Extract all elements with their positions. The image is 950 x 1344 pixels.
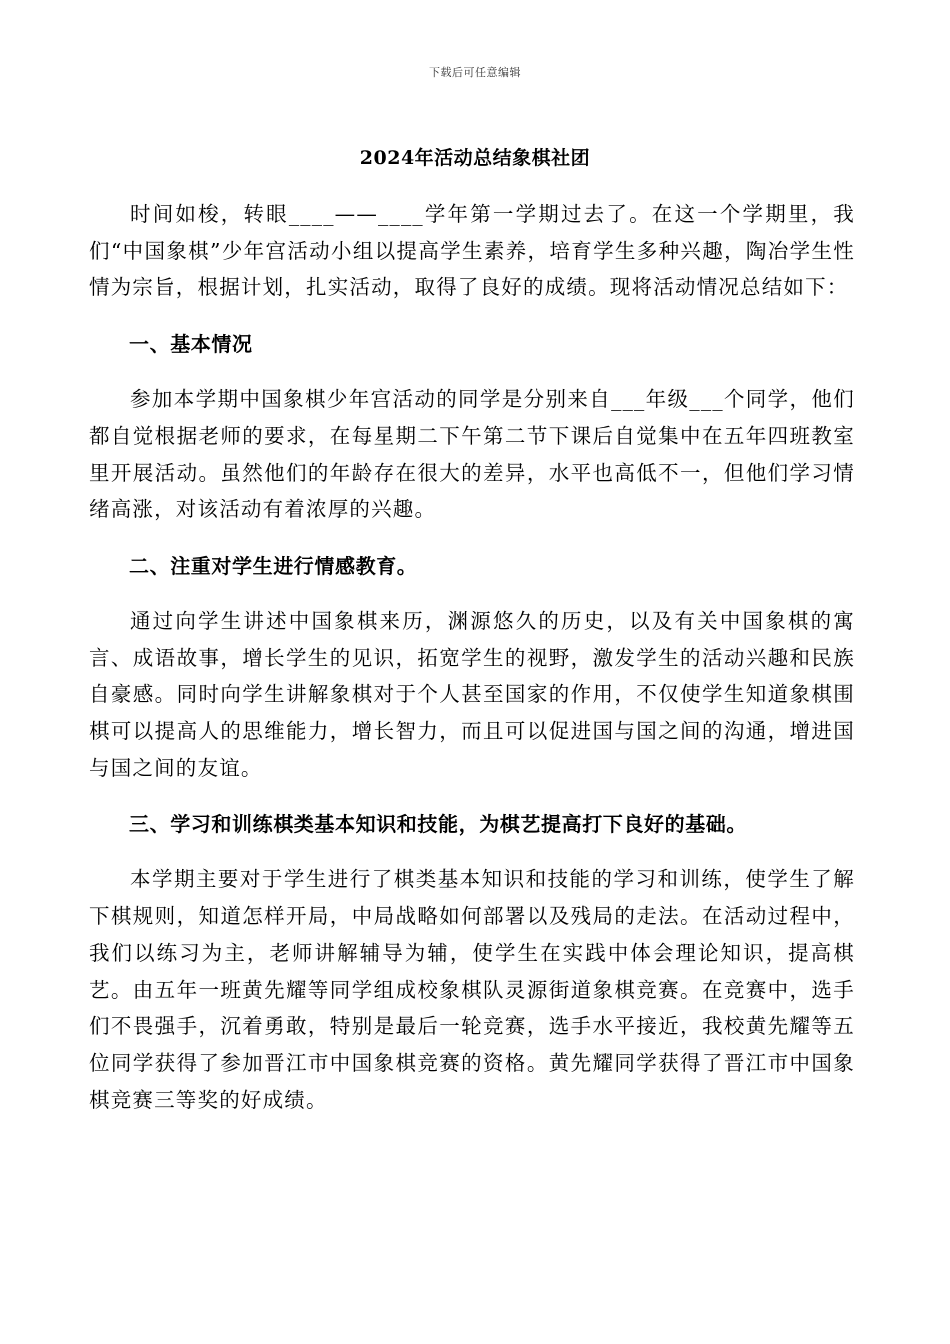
section-heading-skills-training: 三、学习和训练棋类基本知识和技能，为棋艺提高打下良好的基础。 <box>129 812 747 837</box>
document-title: 2024年活动总结象棋社团 <box>359 147 591 169</box>
header-note: 下载后可任意编辑 <box>429 66 521 79</box>
section-paragraph-basic-situation: 参加本学期中国象棋少年宫活动的同学是分别来自___年级___个同学，他们都自觉根据老师的要求，在每星期二下午第二节下课后自觉集中在五年四班教室里开展活动。虽然他们的年龄存在很大的差异，水平也高低不一，但他们学习情绪高涨，对该活动有着浓厚的兴趣。 <box>89 387 855 522</box>
document-body <box>89 196 855 1118</box>
section-heading-emotional-education: 二、注重对学生进行情感教育。 <box>129 553 418 578</box>
section-paragraph-emotional-education: 通过向学生讲述中国象棋来历，渊源悠久的历史，以及有关中国象棋的寓言、成语故事，增长学生的见识，拓宽学生的视野，激发学生的活动兴趣和民族自豪感。同时向学生讲解象棋对于个人甚至国家的作用，不仅使学生知道象棋围棋可以提高人的思维能力，增长智力，而且可以促进国与国之间的沟通，增进国与国之间的友谊。 <box>89 608 855 780</box>
section-paragraph-skills-training: 本学期主要对于学生进行了棋类基本知识和技能的学习和训练，使学生了解下棋规则，知道怎样开局，中局战略如何部署以及残局的走法。在活动过程中，我们以练习为主，老师讲解辅导为辅，使学生在实践中体会理论知识，提高棋艺。由五年一班黄先耀等同学组成校象棋队灵源街道象棋竞赛。在竞赛中，选手们不畏强手，沉着勇敢，特别是最后一轮竞赛，选手水平接近，我校黄先耀等五位同学获得了参加晋江市中国象棋竞赛的资格。黄先耀同学获得了晋江市中国象棋竞赛三等奖的好成绩。 <box>89 867 855 1112</box>
intro-paragraph: 时间如梭，转眼____——____学年第一学期过去了。在这一个学期里，我们“中国象棋”少年宫活动小组以提高学生素养，培育学生多种兴趣，陶冶学生性情为宗旨，根据计划，扎实活动，取得了良好的成绩。现将活动情况总结如下： <box>89 202 855 300</box>
section-heading-basic-situation: 一、基本情况 <box>129 332 253 357</box>
